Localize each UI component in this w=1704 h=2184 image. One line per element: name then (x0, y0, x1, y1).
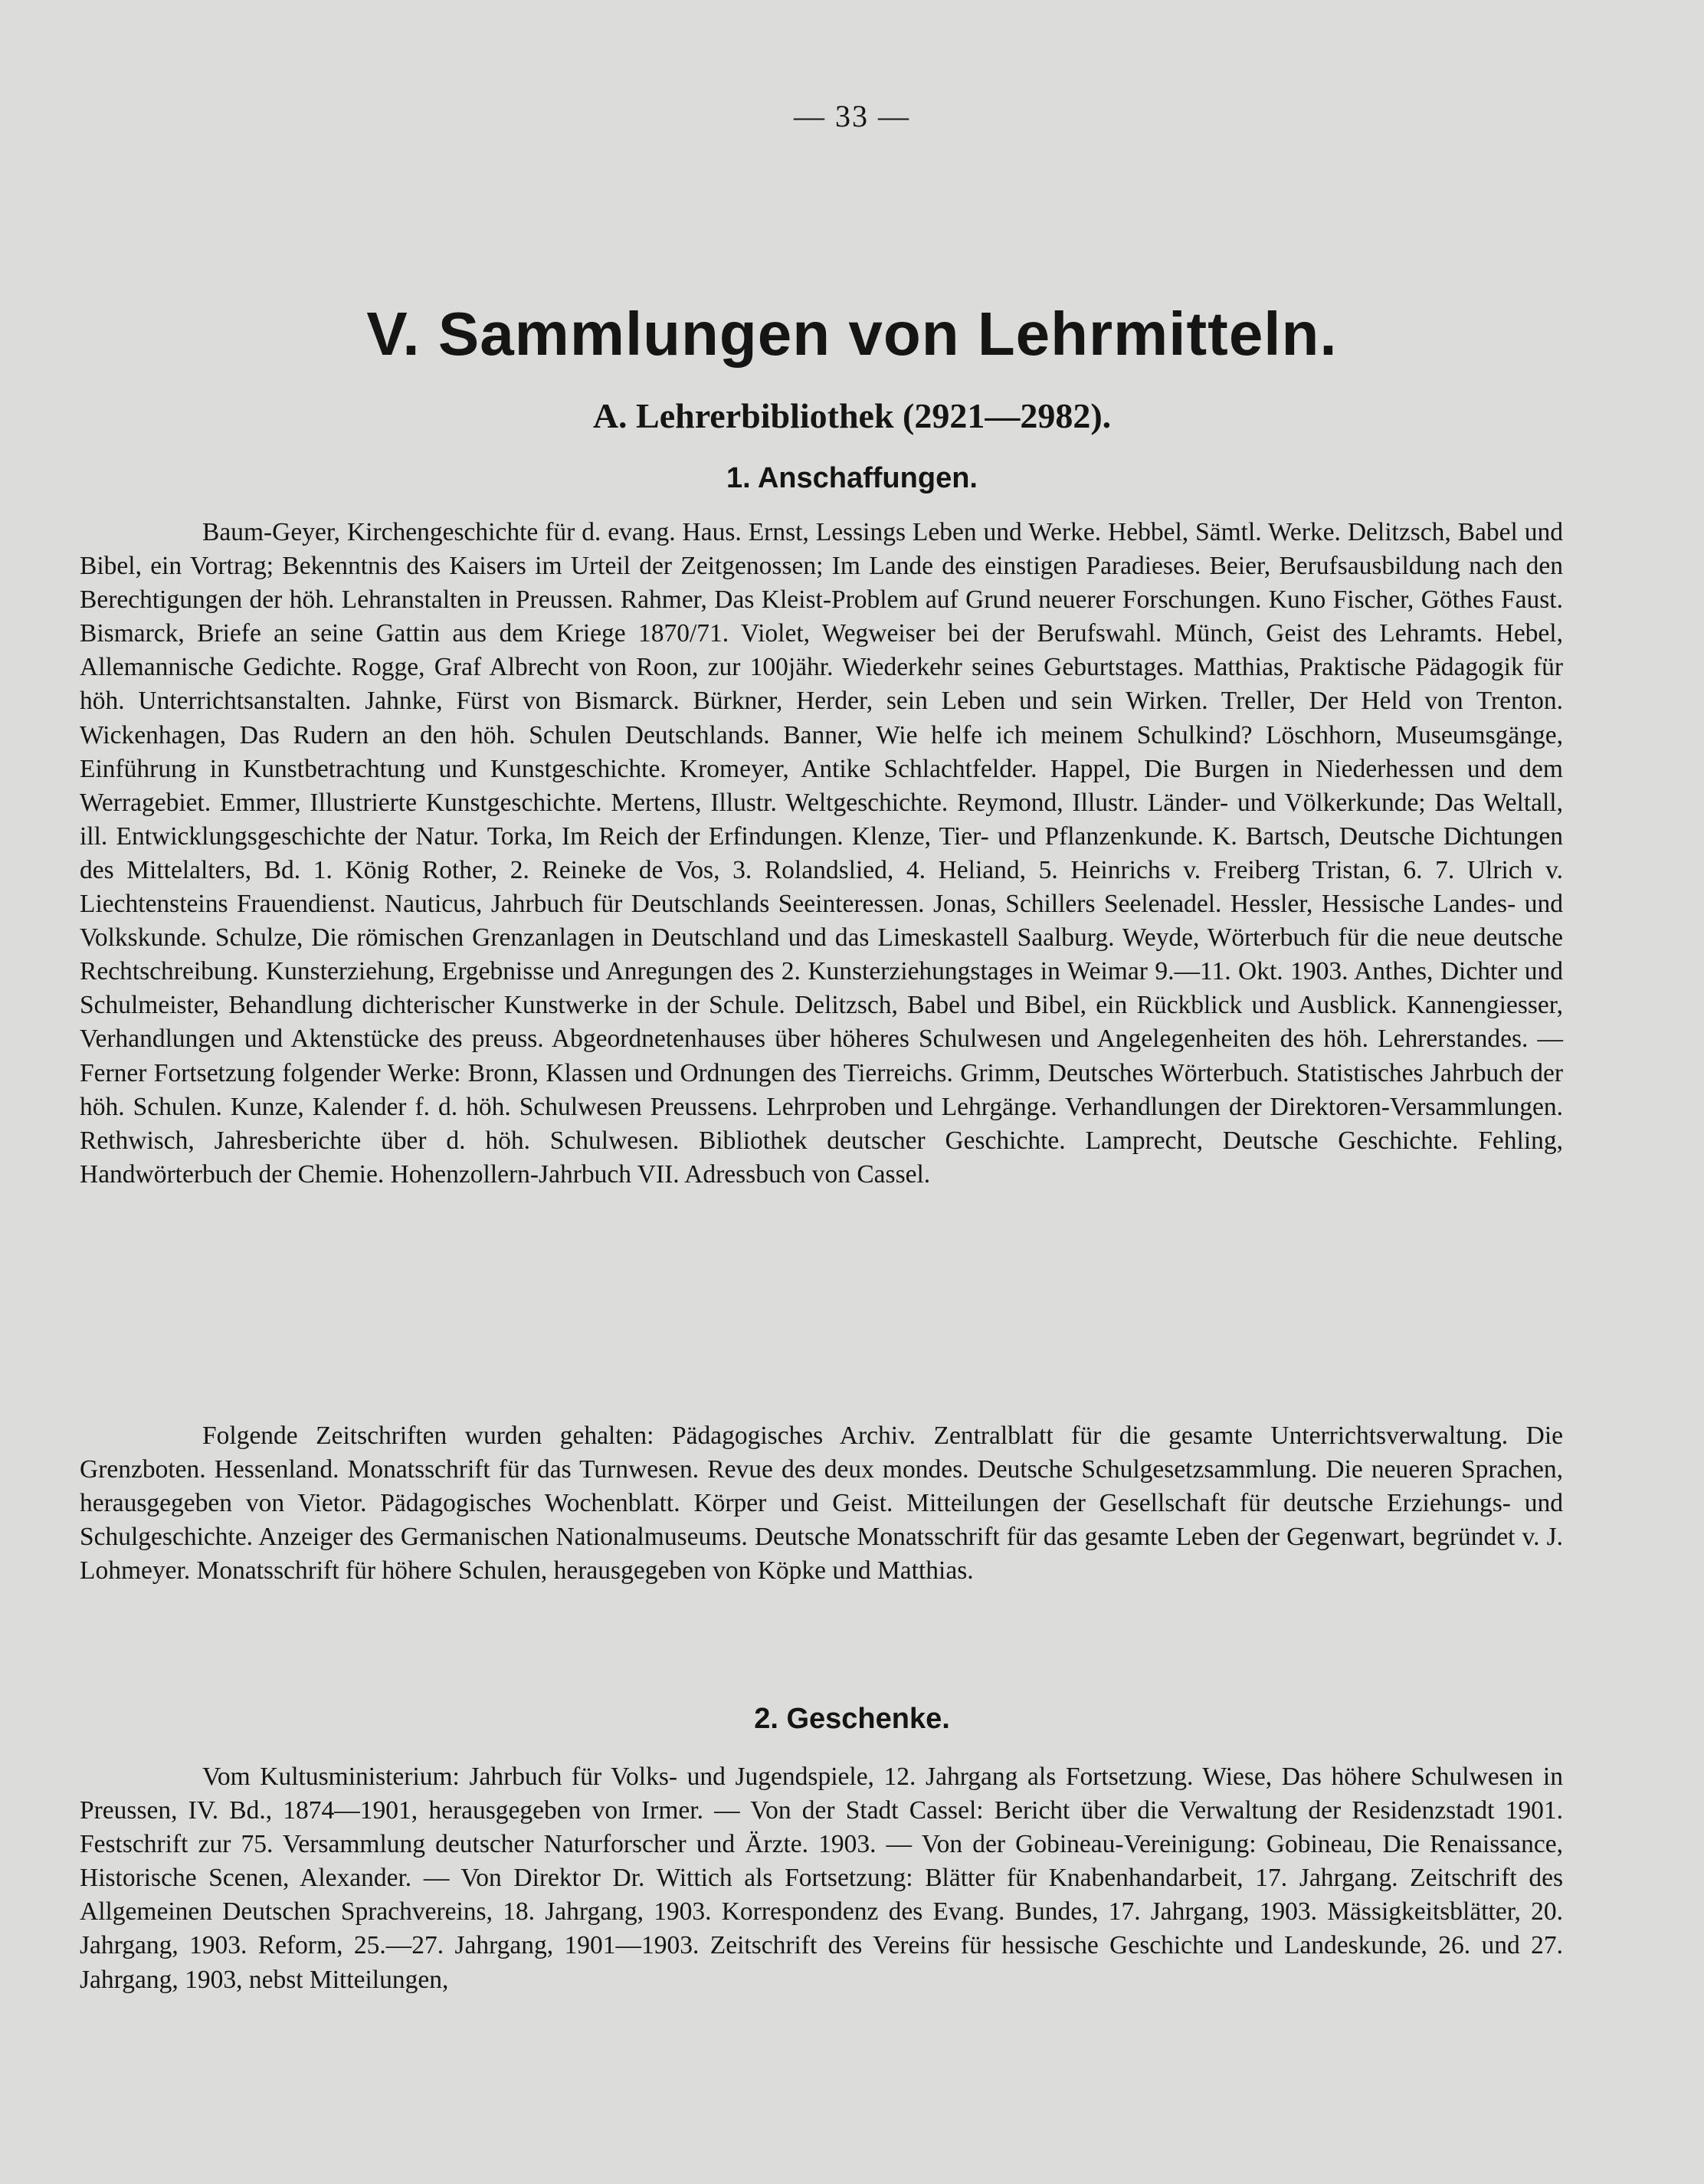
subsection-title: A. Lehrerbibliothek (2921—2982). (592, 396, 1112, 435)
heading-anschaffungen: 1. Anschaffungen. (726, 462, 978, 494)
paragraph-zeitschriften: Folgende Zeitschriften wurden gehalten: Pädagogisches Archiv. Zentralblatt für die gesamte Unterrichtsverwaltung. Die Grenzboten. Hessenland. Monatsschrift für das Turnwesen. Revue des deux mondes. Deutsche Schulgesetzsammlung. Die neueren Sprachen, herausgegeben von Vietor. Pädagogisches Wochenblatt. Körper und Geist. Mitteilungen der Gesellschaft für deutsche Erziehungs- und Schulgeschichte. Anzeiger des Germanischen Nationalmuseums. Deutsche Monatsschrift für das gesamte Leben der Gegenwart, begründet v. J. Lohmeyer. Monatsschrift für höhere Schulen, herausgegeben von Köpke und Matthias. (80, 1422, 1563, 1586)
paragraph-geschenke: Vom Kultusministerium: Jahrbuch für Volks- und Jugendspiele, 12. Jahrgang als Fortsetzung. Wiese, Das höhere Schulwesen in Preussen, IV. Bd., 1874—1901, herausgegeben von Irmer. — Von der Stadt Cassel: Bericht über die Verwaltung der Residenzstadt 1901. Festschrift zur 75. Versammlung deutscher Naturforscher und Ärzte. 1903. — Von der Gobineau-Vereinigung: Gobineau, Die Renaissance, Historische Scenen, Alexander. — Von Direktor Dr. Wittich als Fortsetzung: Blätter für Knabenhandarbeit, 17. Jahrgang. Zeitschrift des Allgemeinen Deutschen Sprachvereins, 18. Jahrgang, 1903. Korrespondenz des Evang. Bundes, 17. Jahrgang, 1903. Mässigkeitsblätter, 20. Jahrgang, 1903. Reform, 25.—27. Jahrgang, 1901—1903. Zeitschrift des Vereins für hessische Geschichte und Landeskunde, 26. und 27. Jahrgang, 1903, nebst Mitteilungen, (80, 1763, 1563, 1994)
page-number: — 33 — (794, 99, 910, 133)
section-title: V. Sammlungen von Lehrmitteln. (366, 300, 1338, 368)
paragraph-anschaffungen: Baum-Geyer, Kirchengeschichte für d. evang. Haus. Ernst, Lessings Leben und Werke. Hebbel, Sämtl. Werke. Delitzsch, Babel und Bibel, ein Vortrag; Bekenntnis des Kaisers im Urteil der Zeitgenossen; Im Lande des einstigen Paradieses. Beier, Berufsausbildung nach den Berechtigungen der höh. Lehranstalten in Preussen. Rahmer, Das Kleist-Problem auf Grund neuerer Forschungen. Kuno Fischer, Göthes Faust. Bismarck, Briefe an seine Gattin aus dem Kriege 1870/71. Violet, Wegweiser bei der Berufswahl. Münch, Geist des Lehramts. Hebel, Allemannische Gedichte. Rogge, Graf Albrecht von Roon, zur 100jähr. Wiederkehr seines Geburtstages. Matthias, Praktische Pädagogik für höh. Unterrichtsanstalten. Jahnke, Fürst von Bismarck. Bürkner, Herder, sein Leben und sein Wirken. Treller, Der Held von Trenton. Wickenhagen, Das Rudern an den höh. Schulen Deutschlands. Banner, Wie helfe ich meinem Schulkind? Löschhorn, Museumsgänge, Einführung in Kunstbetrachtung und Kunstgeschichte. Kromeyer, Antike Schlachtfelder. Happel, Die Burgen in Niederhessen und dem Werragebiet. Emmer, Illustrierte Kunstgeschichte. Mertens, Illustr. Weltgeschichte. Reymond, Illustr. Länder- und Völkerkunde; Das Weltall, ill. Entwicklungsgeschichte der Natur. Torka, Im Reich der Erfindungen. Klenze, Tier- und Pflanzenkunde. K. Bartsch, Deutsche Dichtungen des Mittelalters, Bd. 1. König Rother, 2. Reineke de Vos, 3. Rolandslied, 4. Heliand, 5. Heinrichs v. Freiberg Tristan, 6. 7. Ulrich v. Liechtensteins Frauendienst. Nauticus, Jahrbuch für Deutschlands Seeinteressen. Jonas, Schillers Seelenadel. Hessler, Hessische Landes- und Volkskunde. Schulze, Die römischen Grenzanlagen in Deutschland und das Limeskastell Saalburg. Weyde, Wörterbuch für die neue deutsche Rechtschreibung. Kunsterziehung, Ergebnisse und Anregungen des 2. Kunsterziehungstages in Weimar 9.—11. Okt. 1903. Anthes, Dichter und Schulmeister, Behandlung dichterischer Kunstwerke in der Schule. Delitzsch, Babel und Bibel, ein Rückblick und Ausblick. Kannengiesser, Verhandlungen und Aktenstücke des preuss. Abgeordnetenhauses über höheres Schulwesen und Angelegenheiten des höh. Lehrerstandes. — Ferner Fortsetzung folgender Werke: Bronn, Klassen und Ordnungen des Tierreichs. Grimm, Deutsches Wörterbuch. Statistisches Jahrbuch der höh. Schulen. Kunze, Kalender f. d. höh. Schulwesen Preussens. Lehrproben und Lehrgänge. Verhandlungen der Direktoren-Versammlungen. Rethwisch, Jahresberichte über d. höh. Schulwesen. Bibliothek deutscher Geschichte. Lamprecht, Deutsche Geschichte. Fehling, Handwörterbuch der Chemie. Hohenzollern-Jahrbuch VII. Adressbuch von Cassel. (80, 518, 1563, 1189)
heading-geschenke: 2. Geschenke. (754, 1703, 950, 1735)
